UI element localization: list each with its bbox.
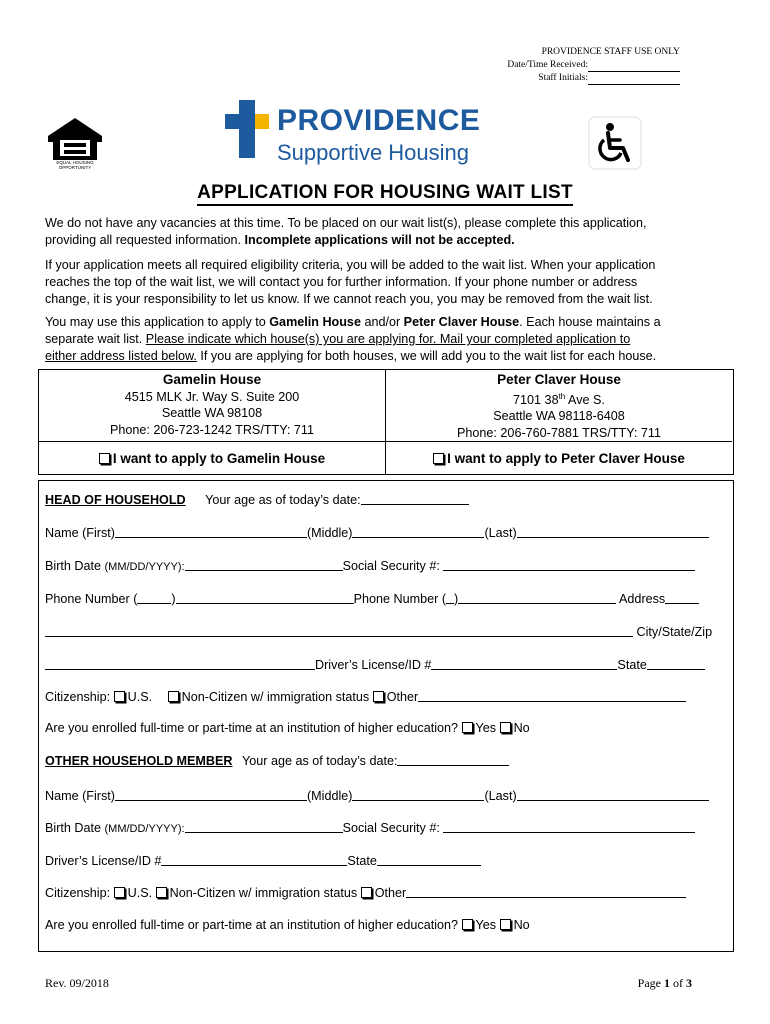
hoh-enrolled-row: Are you enrolled full-time or part-time at an institution of higher education? Yes No: [45, 721, 530, 735]
ohm-license-field[interactable]: [161, 853, 347, 866]
apply-gamelin-checkbox[interactable]: I want to apply to Gamelin House: [39, 441, 386, 475]
hoh-heading: HEAD OF HOUSEHOLD: [45, 493, 186, 507]
apply-peter-claver-checkbox[interactable]: I want to apply to Peter Claver House: [386, 441, 732, 475]
ohm-heading: OTHER HOUSEHOLD MEMBER: [45, 754, 233, 768]
intro-paragraph-3: You may use this application to apply to Gamelin House and/or Peter Claver House. Each house maintains a separate wait list. Please indicate which house(s) you are applying for. Mail your completed application to either address listed below. If you are applying for both houses, we will add you to the wait list for each house.: [45, 315, 661, 363]
hoh-first-name-field[interactable]: [115, 525, 307, 538]
hoh-yes-checkbox[interactable]: [462, 722, 473, 733]
ohm-ssn-field[interactable]: [443, 820, 695, 833]
initials-row: Staff Initials:: [507, 72, 680, 85]
logo-sub: Supportive Housing: [277, 140, 470, 165]
hoh-phone1-field[interactable]: [176, 591, 354, 604]
ohm-other-field[interactable]: [406, 885, 686, 898]
ohm-state-field[interactable]: [377, 853, 481, 866]
ohm-age-field[interactable]: [397, 753, 509, 766]
ohm-birth-date-field[interactable]: [185, 820, 343, 833]
checkbox-icon[interactable]: [433, 453, 444, 464]
initials-field[interactable]: [588, 74, 680, 85]
wheelchair-icon: [588, 116, 642, 170]
hoh-phone2-field[interactable]: [458, 591, 616, 604]
application-form: [38, 480, 734, 952]
hoh-other-field[interactable]: [418, 689, 686, 702]
equal-housing-text: EQUAL HOUSING OPPORTUNITY: [56, 160, 94, 170]
revision-text: Rev. 09/2018: [45, 976, 109, 990]
page-number: Page 1 of 3: [637, 976, 692, 990]
hoh-city-field[interactable]: [45, 624, 633, 637]
ohm-us-checkbox[interactable]: [114, 887, 125, 898]
ohm-name-row: Name (First) (Middle) (Last): [45, 788, 709, 803]
hoh-birth-row: Birth Date (MM/DD/YYYY): Social Security #:: [45, 558, 695, 573]
logo-name: PROVIDENCE: [277, 104, 481, 137]
hoh-header-row: HEAD OF HOUSEHOLD Your age as of today’s date:: [45, 492, 469, 507]
hoh-city-row: City/State/Zip: [45, 624, 712, 639]
peter-claver-info: Peter Claver House 7101 38th Ave S. Seattle WA 98118-6408 Phone: 206-760-7881 TRS/TTY: 711: [457, 372, 661, 440]
hoh-address-field[interactable]: [665, 591, 699, 604]
cross-icon: [225, 100, 269, 158]
hoh-age-field[interactable]: [361, 492, 469, 505]
equal-housing-logo: [45, 116, 105, 174]
ohm-birth-row: Birth Date (MM/DD/YYYY): Social Security #:: [45, 820, 695, 835]
hoh-other-checkbox[interactable]: [373, 691, 384, 702]
hoh-phone-row: Phone Number ( ) Phone Number ( ) Address: [45, 591, 699, 606]
intro-paragraph-1: We do not have any vacancies at this time. To be placed on our wait list(s), please complete this application, providing all requested information. Incomplete applications will not be accepted.: [45, 216, 647, 247]
gamelin-info: Gamelin House 4515 MLK Jr. Way S. Suite 200 Seattle WA 98108 Phone: 206-723-1242 TRS/TTY: 711: [39, 370, 386, 441]
ohm-last-name-field[interactable]: [517, 788, 709, 801]
hoh-citizenship-row: Citizenship: U.S. Non-Citizen w/ immigration status Other: [45, 689, 686, 704]
hoh-phone2-area-field[interactable]: [446, 591, 454, 604]
ohm-license-row: Driver’s License/ID # State: [45, 853, 481, 868]
hoh-state-field[interactable]: [647, 657, 705, 670]
ohm-noncitizen-checkbox[interactable]: [156, 887, 167, 898]
hoh-license-field[interactable]: [431, 657, 617, 670]
hoh-us-checkbox[interactable]: [114, 691, 125, 702]
ohm-citizenship-row: Citizenship: U.S. Non-Citizen w/ immigration status Other: [45, 885, 686, 900]
page-title: APPLICATION FOR HOUSING WAIT LIST: [0, 182, 770, 204]
hoh-ssn-field[interactable]: [443, 558, 695, 571]
houses-table: [38, 369, 734, 475]
ohm-middle-name-field[interactable]: [352, 788, 484, 801]
staff-header: PROVIDENCE STAFF USE ONLY: [541, 47, 680, 57]
ohm-first-name-field[interactable]: [115, 788, 307, 801]
hoh-birth-date-field[interactable]: [185, 558, 343, 571]
ohm-header-row: OTHER HOUSEHOLD MEMBER Your age as of today’s date:: [45, 753, 509, 768]
hoh-address-line-field[interactable]: [45, 657, 315, 670]
hoh-middle-name-field[interactable]: [352, 525, 484, 538]
hoh-no-checkbox[interactable]: [500, 722, 511, 733]
hoh-phone1-area-field[interactable]: [137, 591, 171, 604]
ohm-no-checkbox[interactable]: [500, 919, 511, 930]
hoh-name-row: Name (First) (Middle) (Last): [45, 525, 709, 540]
hoh-last-name-field[interactable]: [517, 525, 709, 538]
accessibility-logo: [588, 116, 642, 170]
received-field[interactable]: [588, 61, 680, 72]
hoh-license-row: Driver’s License/ID # State: [45, 657, 705, 672]
providence-logo: [225, 100, 495, 172]
hoh-noncitizen-checkbox[interactable]: [168, 691, 179, 702]
ohm-yes-checkbox[interactable]: [462, 919, 473, 930]
staff-use-block: [507, 46, 680, 85]
intro-paragraph-2: If your application meets all required eligibility criteria, you will be added to the wait list. When your application reaches the top of the wait list, we will contact you for further information. If your phone number or address change, it is your responsibility to let us know. If we cannot reach you, you may be removed from the wait list.: [45, 258, 656, 306]
checkbox-icon[interactable]: [99, 453, 110, 464]
ohm-other-checkbox[interactable]: [361, 887, 372, 898]
received-row: Date/Time Received:: [507, 59, 680, 72]
ohm-enrolled-row: Are you enrolled full-time or part-time at an institution of higher education? Yes No: [45, 918, 530, 932]
